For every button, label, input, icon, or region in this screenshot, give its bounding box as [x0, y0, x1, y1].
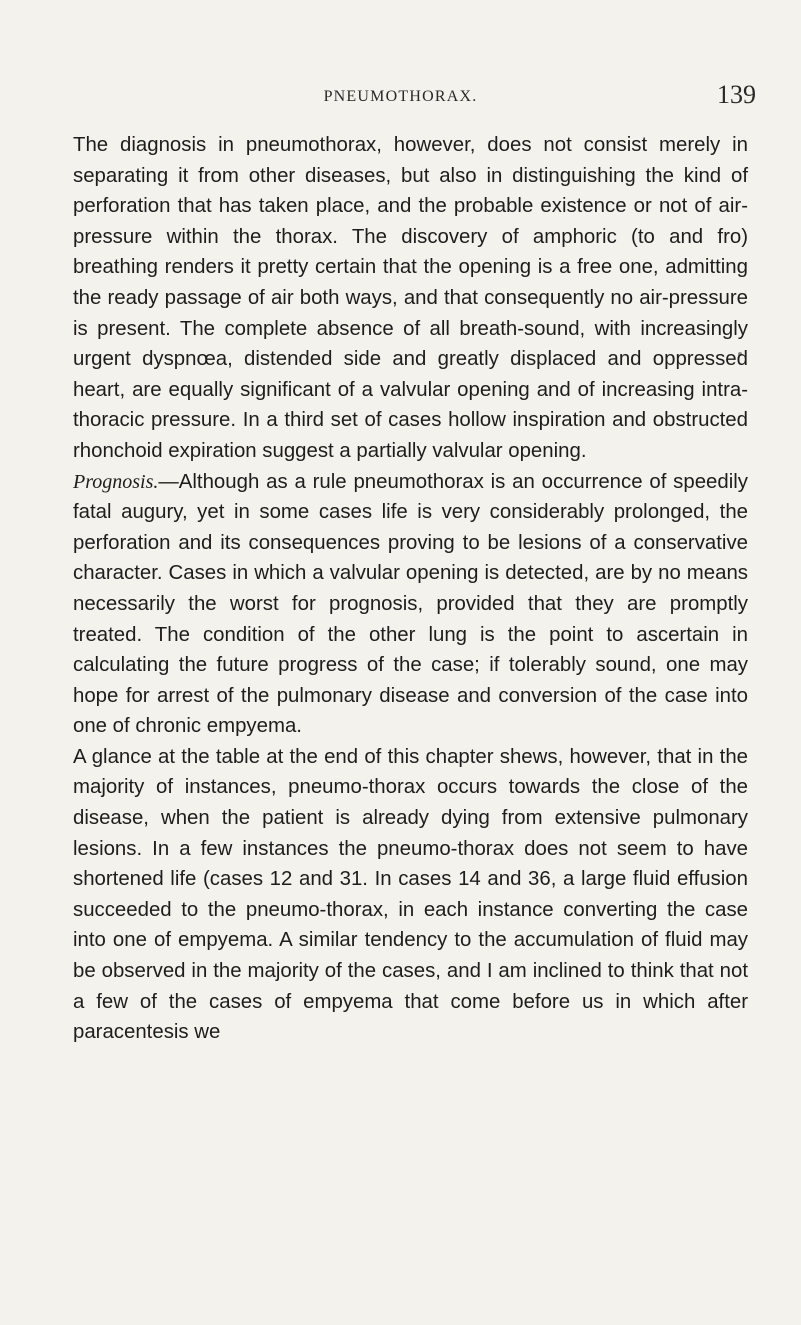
- prognosis-heading: Prognosis.: [73, 470, 159, 493]
- prognosis-text: —Although as a rule pneumothorax is an occurrence of speedily fatal augury, yet in some cases life is very considerably prolonged, the perforation and its consequences proving to be lesions of a conservative character. Cases in which a valvular opening is detected, are by no means necessarily the worst for prognosis, provided that they are promptly treated. The condition of the other lung is the point to ascertain in calculating the future progress of the case; if tolerably sound, one may hope for arrest of the pulmonary disease and conversion of the case into one of chronic empyema.: [73, 470, 748, 738]
- body-text: [73, 130, 748, 1048]
- paragraph-diagnosis: The diagnosis in pneumothorax, however, does not consist merely in separating it from other diseases, but also in distinguishing the kind of perforation that has taken place, and the probable existence or not of air-pressure within the thorax. The discovery of amphoric (to and fro) breathing renders it pretty certain that the opening is a free one, admitting the ready passage of air both ways, and that consequently no air-pressure is present. The complete absence of all breath-sound, with increasingly urgent dyspnœa, distended side and greatly displaced and oppressed heart, are equally significant of a valvular opening and of increasing intra-thoracic pressure. In a third set of cases hollow inspiration and obstructed rhonchoid expiration suggest a partially valvular opening.: [73, 134, 748, 462]
- paragraph-table-reference: A glance at the table at the end of this chapter shews, however, that in the majority of instances, pneumo-thorax occurs towards the close of the disease, when the patient is already dying from extensive pulmonary lesions. In a few instances the pneumo-thorax does not seem to have shortened life (cases 12 and 31. In cases 14 and 36, a large fluid effusion succeeded to the pneumo-thorax, in each instance converting the case into one of empyema. A similar tendency to the accumulation of fluid may be observed in the majority of the cases, and I am inclined to think that not a few of the cases of empyema that come before us in which after paracentesis we: [73, 745, 748, 1044]
- running-head: [0, 80, 801, 118]
- running-title: PNEUMOTHORAX.: [323, 88, 478, 105]
- page-number: 139: [717, 80, 756, 109]
- paragraph-prognosis: [73, 467, 748, 742]
